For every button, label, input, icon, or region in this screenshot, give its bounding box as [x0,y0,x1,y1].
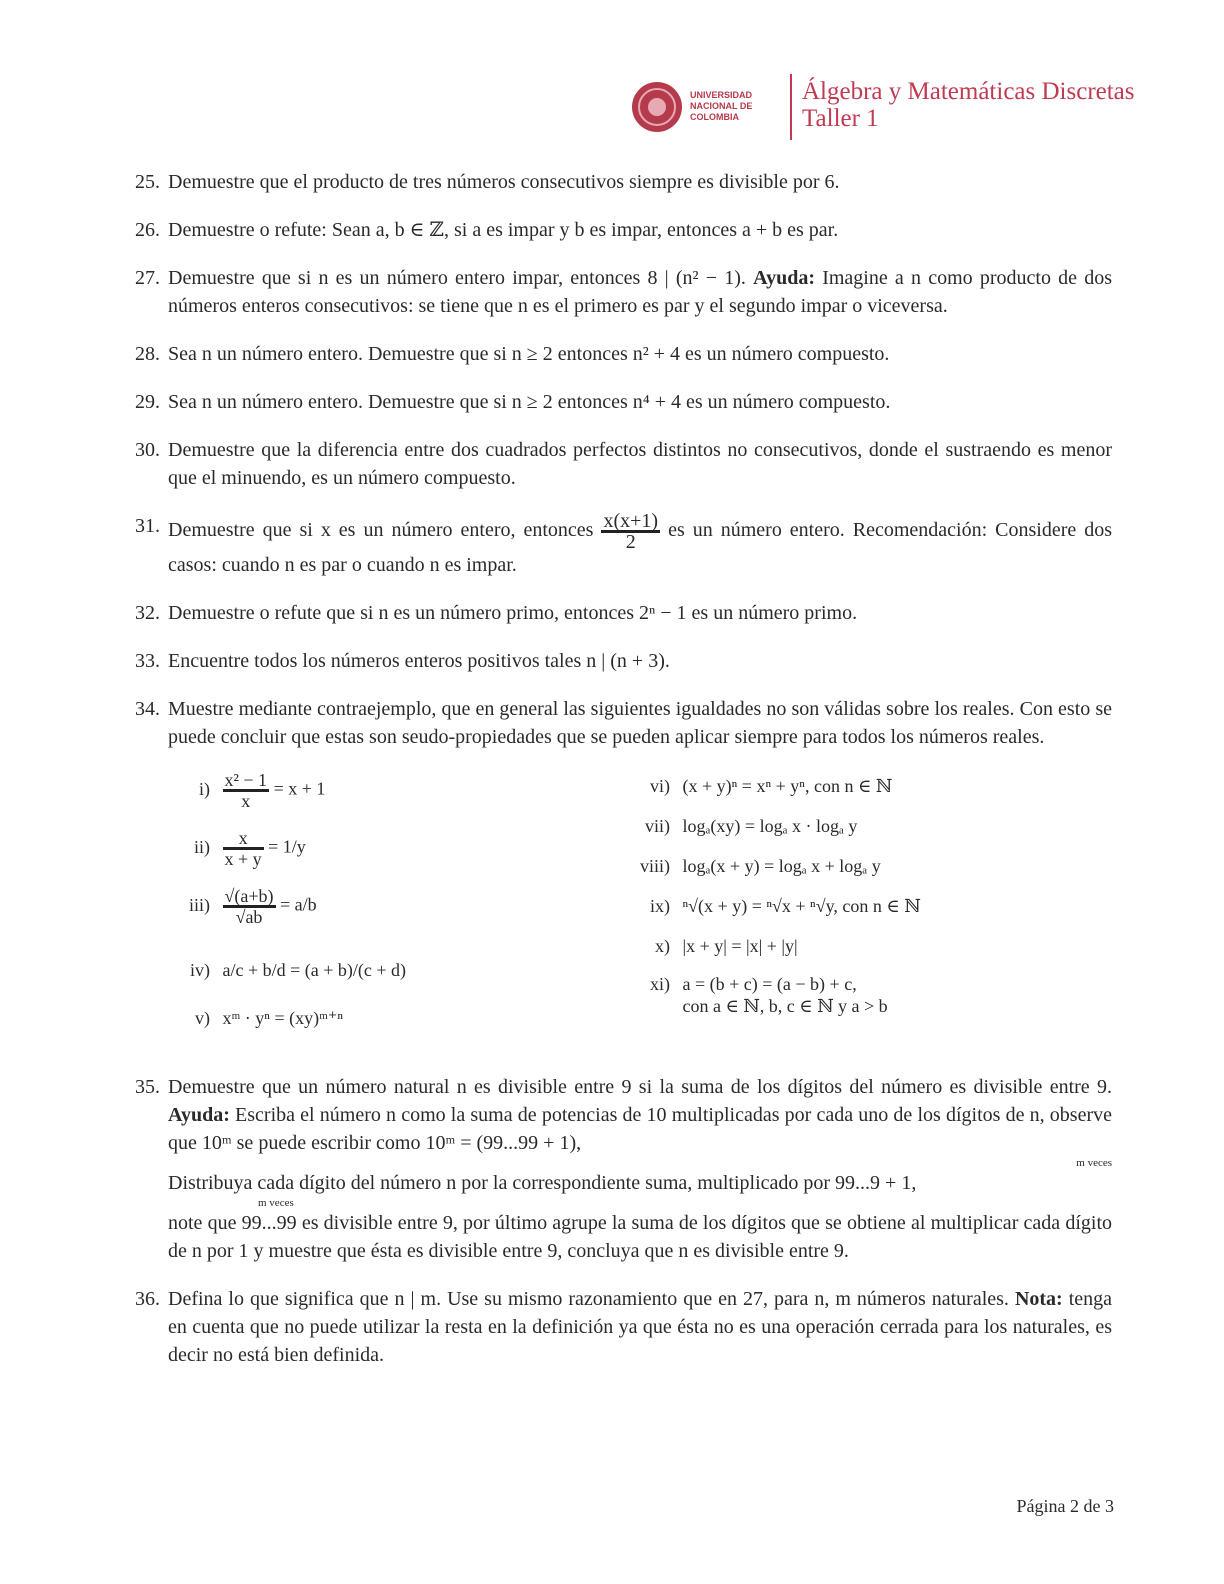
course-subtitle: Taller 1 [802,105,879,132]
identities-grid [122,763,1112,1063]
problem-number: 25. [135,171,160,193]
identity-vi [630,775,892,797]
problem-30 [122,436,1112,492]
problem-text: Sea n un número entero. Demuestre que si n ≥ 2 entonces n⁴ + 4 es un número compuesto. [168,391,891,413]
identity-text: |x + y| = |x| + |y| [682,936,798,956]
problem-text: Demuestre que un número natural n es divisible entre 9 si la suma de los dígitos del número es divisible entre 9. [168,1076,1112,1098]
problem-31 [122,512,1112,579]
fraction-numerator: x(x+1) [603,510,659,532]
identity-v [170,1007,343,1029]
identity-viii [630,855,881,877]
identity-xi-condition [630,995,888,1017]
problem-number: 33. [135,650,160,672]
problem-number: 31. [135,515,160,537]
note-label: Nota: [1014,1288,1063,1310]
fraction-numerator: x² − 1 [224,770,268,790]
problem-number: 29. [135,391,160,413]
identity-label: vi) [650,776,670,796]
fraction [223,887,276,926]
hint-label: Ayuda: [168,1104,230,1126]
identity-x [630,935,798,957]
problem-33 [122,647,1112,675]
identity-ii [170,829,306,868]
problem-text-continued: es un número entero. Recomendación: Considere dos casos: cuando n es par o cuando n es impar. [168,519,1113,576]
problem-number: 28. [135,343,160,365]
problem-34 [122,695,1112,751]
course-title-block [802,78,1135,132]
problem-text: Demuestre que el producto de tres números consecutivos siempre es divisible por 6. [168,171,840,193]
course-title: Álgebra y Matemáticas Discretas [802,78,1135,105]
identity-label: ix) [650,896,670,916]
identity-iv [170,959,406,981]
problem-number: 36. [135,1288,160,1310]
problem-text: Muestre mediante contraejemplo, que en general las siguientes igualdades no son válidas sobre los reales. Con esto se puede concluir que estas son seudo-propiedades que se pueden aplicar siempre para todos los números reales. [168,698,1112,748]
problem-number: 26. [135,219,160,241]
problem-28 [122,340,1112,368]
problem-25 [122,168,1112,196]
fraction-denominator: x + y [224,849,262,869]
identity-xi [630,973,857,995]
problem-32 [122,599,1112,627]
problem-number: 35. [135,1076,160,1098]
identity-ix [630,895,921,917]
problem-text: Demuestre o refute: Sean a, b ∈ ℤ, si a es impar y b es impar, entonces a + b es par. [168,219,839,241]
identity-text: a/c + b/d = (a + b)/(c + d) [222,960,407,980]
problem-29 [122,388,1112,416]
identity-rhs: = a/b [280,894,317,915]
identity-text: (x + y)ⁿ = xⁿ + yⁿ, con n ∈ ℕ [682,776,893,796]
problem-note: tenga en cuenta que no puede utilizar la resta en la definición ya que ésta no es una operación cerrada para los naturales, es decir no está bien definida. [168,1288,1113,1366]
underbrace-note: m veces [1076,1157,1112,1169]
fraction-numerator: √(a+b) [224,886,274,906]
problem-text: Demuestre o refute que si n es un número primo, entonces 2ⁿ − 1 es un número primo. [168,602,858,624]
problem-text: Sea n un número entero. Demuestre que si n ≥ 2 entonces n² + 4 es un número compuesto. [168,343,890,365]
fraction-denominator: √ab [235,907,263,927]
identity-iii [170,887,317,926]
identity-label: ii) [194,836,210,857]
identity-text: con a ∈ ℕ, b, c ∈ ℕ y a > b [682,996,888,1016]
underbrace-note: m veces [258,1197,294,1209]
problem-hint: Escriba el número n como la suma de potencias de 10 multiplicadas por cada uno de los dígitos de n, observe que 10ᵐ se puede escribir como 10ᵐ = (99...99 + 1), [168,1104,1113,1154]
fraction [223,829,264,868]
fraction [223,771,270,810]
fraction [601,512,660,551]
problem-26 [122,216,1112,244]
problem-hint: Imagine a n como producto de dos números enteros consecutivos: se tiene que n es el primero es par y el segundo impar o viceversa. [168,267,1113,317]
identity-text: ⁿ√(x + y) = ⁿ√x + ⁿ√y, con n ∈ ℕ [682,896,921,916]
identity-text: logₐ(x + y) = logₐ x + logₐ y [682,856,881,876]
identity-label: vii) [645,816,670,836]
identity-text: xᵐ · yⁿ = (xy)ᵐ⁺ⁿ [222,1008,344,1028]
identity-label: v) [195,1008,210,1028]
problem-text: Demuestre que si n es un número entero impar, entonces 8 | (n² − 1). [168,267,746,289]
problem-27 [122,264,1112,320]
problem-number: 34. [135,698,160,720]
problem-list [122,168,1112,1369]
identity-label: iii) [189,894,210,915]
problem-36 [122,1285,1112,1369]
page-number: Página 2 de 3 [1016,1496,1114,1516]
fraction-numerator: x [223,829,264,850]
identity-rhs: = 1/y [268,836,306,857]
identity-rhs: = x + 1 [273,778,326,799]
identity-text: a = (b + c) = (a − b) + c, [682,974,857,994]
header [626,74,1135,140]
problem-text: Encuentre todos los números enteros positivos tales n | (n + 3). [168,650,670,672]
problem-text: Defina lo que significa que n | m. Use su mismo razonamiento que en 27, para n, m números naturales. [168,1288,1009,1310]
identity-vii [630,815,857,837]
identity-label: xi) [650,974,670,994]
university-seal-icon [630,80,684,134]
identity-label: i) [199,778,210,799]
identity-label: iv) [190,960,210,980]
hint-label: Ayuda: [753,267,815,289]
university-name: UNIVERSIDAD NACIONAL DE COLOMBIA [690,90,753,122]
fraction-denominator: x [241,791,251,811]
problem-hint-end: note que 99...99 es divisible entre 9, por último agrupe la suma de los dígitos que se obtiene al multiplicar cada dígito de n por 1 y muestre que ésta es divisible entre 9, concluya que n es divisible entre 9. [168,1212,1112,1262]
identity-label: viii) [640,856,670,876]
identity-text: logₐ(xy) = logₐ x · logₐ y [682,816,858,836]
problem-text: Demuestre que si x es un número entero, entonces [168,519,594,542]
identity-i [170,771,325,810]
problem-number: 30. [135,439,160,461]
problem-text: Demuestre que la diferencia entre dos cuadrados perfectos distintos no consecutivos, donde el sustraendo es menor que el minuendo, es un número compuesto. [168,439,1112,489]
problem-number: 27. [135,267,160,289]
problem-35 [122,1073,1112,1265]
problem-hint-continued: Distribuya cada dígito del número n por la correspondiente suma, multiplicado por 99...9 + 1, [168,1172,917,1194]
identity-label: x) [655,936,670,956]
fraction-denominator: 2 [625,531,636,553]
header-divider [790,74,792,140]
problem-number: 32. [135,602,160,624]
